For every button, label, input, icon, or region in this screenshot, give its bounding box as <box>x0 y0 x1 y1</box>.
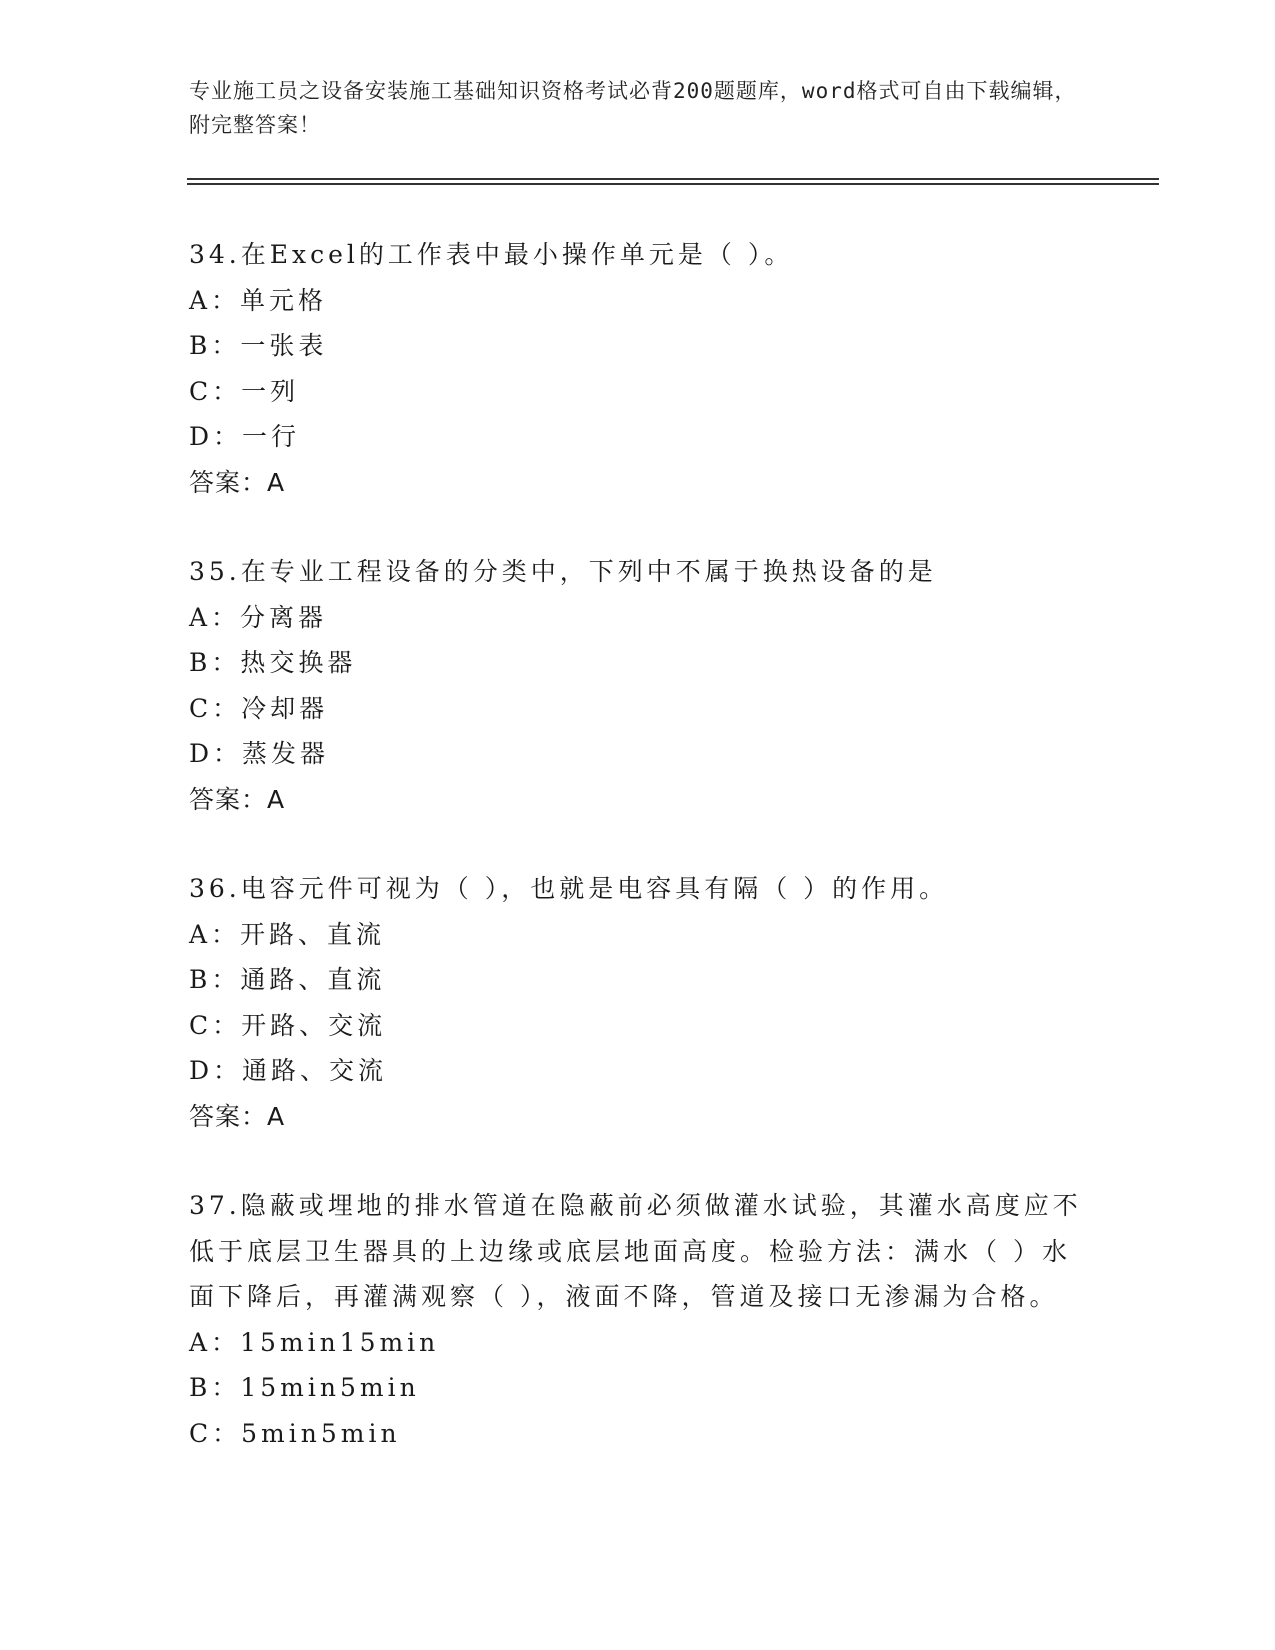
option-b: B：热交换器 <box>189 648 357 677</box>
question-stem: 37.隐蔽或埋地的排水管道在隐蔽前必须做灌水试验，其灌水高度应不低于底层卫生器具的上边缘或底层地面高度。检验方法：满水（ ）水面下降后，再灌满观察（ ），液面不降，管道及接口无渗漏为合格。 <box>189 1191 1082 1311</box>
option-b: B：通路、直流 <box>189 965 386 994</box>
header-divider-bottom <box>187 183 1159 185</box>
option-c: C：一列 <box>189 376 300 406</box>
option-a: A：开路、直流 <box>189 919 386 949</box>
document-header <box>189 74 1089 142</box>
option-d: D：一行 <box>189 422 301 451</box>
question-stem: 35.在专业工程设备的分类中，下列中不属于换热设备的是 <box>189 557 937 586</box>
question-list <box>189 232 1089 1500</box>
question-37 <box>189 1183 1089 1456</box>
option-d: D：蒸发器 <box>189 739 330 768</box>
question-stem: 34.在Excel的工作表中最小操作单元是（ ）。 <box>189 240 794 269</box>
option-b: B：一张表 <box>189 331 328 360</box>
option-b: B：15min5min <box>189 1373 420 1402</box>
option-c: C：冷却器 <box>189 693 329 723</box>
option-c: C：5min5min <box>189 1418 401 1448</box>
option-a: A：分离器 <box>189 602 328 632</box>
question-35 <box>189 549 1089 822</box>
question-34 <box>189 232 1089 505</box>
option-d: D：通路、交流 <box>189 1056 388 1085</box>
option-a: A：15min15min <box>189 1327 440 1357</box>
question-stem: 36.电容元件可视为（ ），也就是电容具有隔（ ）的作用。 <box>189 874 949 903</box>
option-c: C：开路、交流 <box>189 1010 387 1040</box>
answer-line: 答案：A <box>189 1101 286 1131</box>
question-36 <box>189 866 1089 1139</box>
answer-line: 答案：A <box>189 467 286 497</box>
answer-line: 答案：A <box>189 784 286 814</box>
header-divider-top <box>187 178 1159 180</box>
option-a: A：单元格 <box>189 285 328 315</box>
header-title: 专业施工员之设备安装施工基础知识资格考试必背200题题库，word格式可自由下载编辑，附完整答案！ <box>189 79 1077 137</box>
